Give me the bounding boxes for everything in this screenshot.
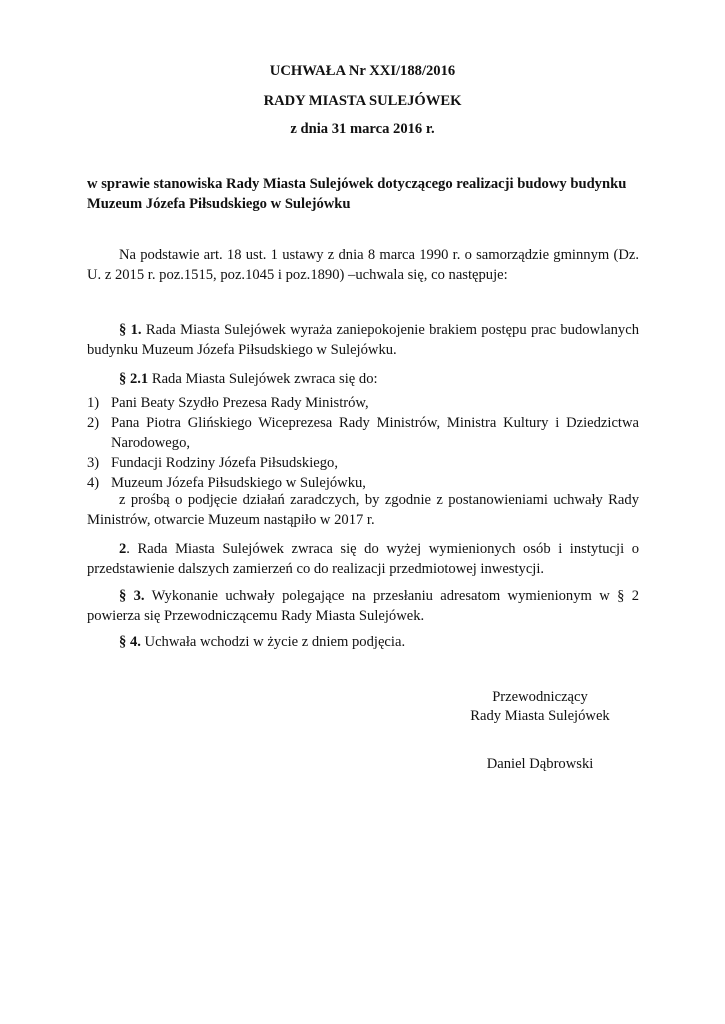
section-2-1 — [87, 370, 639, 390]
section-3 — [87, 587, 639, 626]
list-item-number: 4) — [87, 474, 100, 491]
signature-name: Daniel Dąbrowski — [486, 756, 594, 772]
addressee-list — [87, 394, 639, 494]
section-2-1-text: Rada Miasta Sulejówek zwraca się do: — [148, 371, 378, 387]
section-2-2-marker: 2 — [119, 541, 127, 557]
list-item-text: Fundacji Rodziny Józefa Piłsudskiego, — [111, 454, 338, 471]
section-2-1-marker: § 2.1 — [119, 371, 149, 387]
list-item-text: Pani Beaty Szydło Prezesa Rady Ministrów, — [111, 395, 369, 411]
resolution-number: UCHWAŁA Nr XXI/188/2016 — [269, 63, 456, 79]
list-item — [87, 454, 639, 474]
resolution-subject: w sprawie stanowiska Rady Miasta Sulejówek dotyczącego realizacji budowy budynku Muzeum Józefa Piłsudskiego w Sulejówku — [87, 176, 627, 212]
list-item-text: Pana Piotra Glińskiego Wiceprezesa Rady Ministrów, Ministra Kultury i Dziedzictwa Narodowego, — [111, 415, 639, 451]
list-item-number: 3) — [87, 454, 100, 471]
list-item-number: 1) — [87, 395, 100, 411]
section-3-marker: § 3. — [119, 588, 145, 604]
section-2-2-text: . Rada Miasta Sulejówek zwraca się do wyżej wymienionych osób i instytucji o przedstawienie dalszych zamierzeń co do realizacji przedmiotowej inwestycji. — [87, 541, 639, 577]
section-1-marker: § 1. — [119, 322, 142, 338]
section-1 — [87, 321, 639, 360]
section-4-marker: § 4. — [119, 634, 141, 650]
signature-body: Rady Miasta Sulejówek — [470, 708, 610, 724]
section-4 — [87, 633, 639, 653]
preamble: Na podstawie art. 18 ust. 1 ustawy z dnia 8 marca 1990 r. o samorządzie gminnym (Dz. U. z 2015 r. poz.1515, poz.1045 i poz.1890) –uchwala się, co następuje: — [87, 247, 639, 283]
resolution-date: z dnia 31 marca 2016 r. — [290, 121, 435, 137]
list-item-text: Muzeum Józefa Piłsudskiego w Sulejówku, — [111, 474, 366, 491]
council-name: RADY MIASTA SULEJÓWEK — [263, 93, 462, 109]
signature-role: Przewodniczący — [492, 689, 588, 705]
section-2-2 — [87, 540, 639, 579]
section-4-text: Uchwała wchodzi w życie z dniem podjęcia. — [140, 634, 406, 650]
section-3-text: Wykonanie uchwały polegające na przesłaniu adresatom wymienionym w § 2 powierza się Przewodniczącemu Rady Miasta Sulejówek. — [87, 588, 639, 624]
section-1-text: Rada Miasta Sulejówek wyraża zaniepokojenie brakiem postępu prac budowlanych budynku Muzeum Józefa Piłsudskiego w Sulejówku. — [87, 322, 639, 358]
list-item — [87, 394, 639, 414]
list-item — [87, 414, 639, 453]
request-paragraph: z prośbą o podjęcie działań zaradczych, by zgodnie z postanowieniami uchwały Rady Ministrów, otwarcie Muzeum nastąpiło w 2017 r. — [87, 492, 639, 528]
list-item-number: 2) — [87, 415, 100, 431]
